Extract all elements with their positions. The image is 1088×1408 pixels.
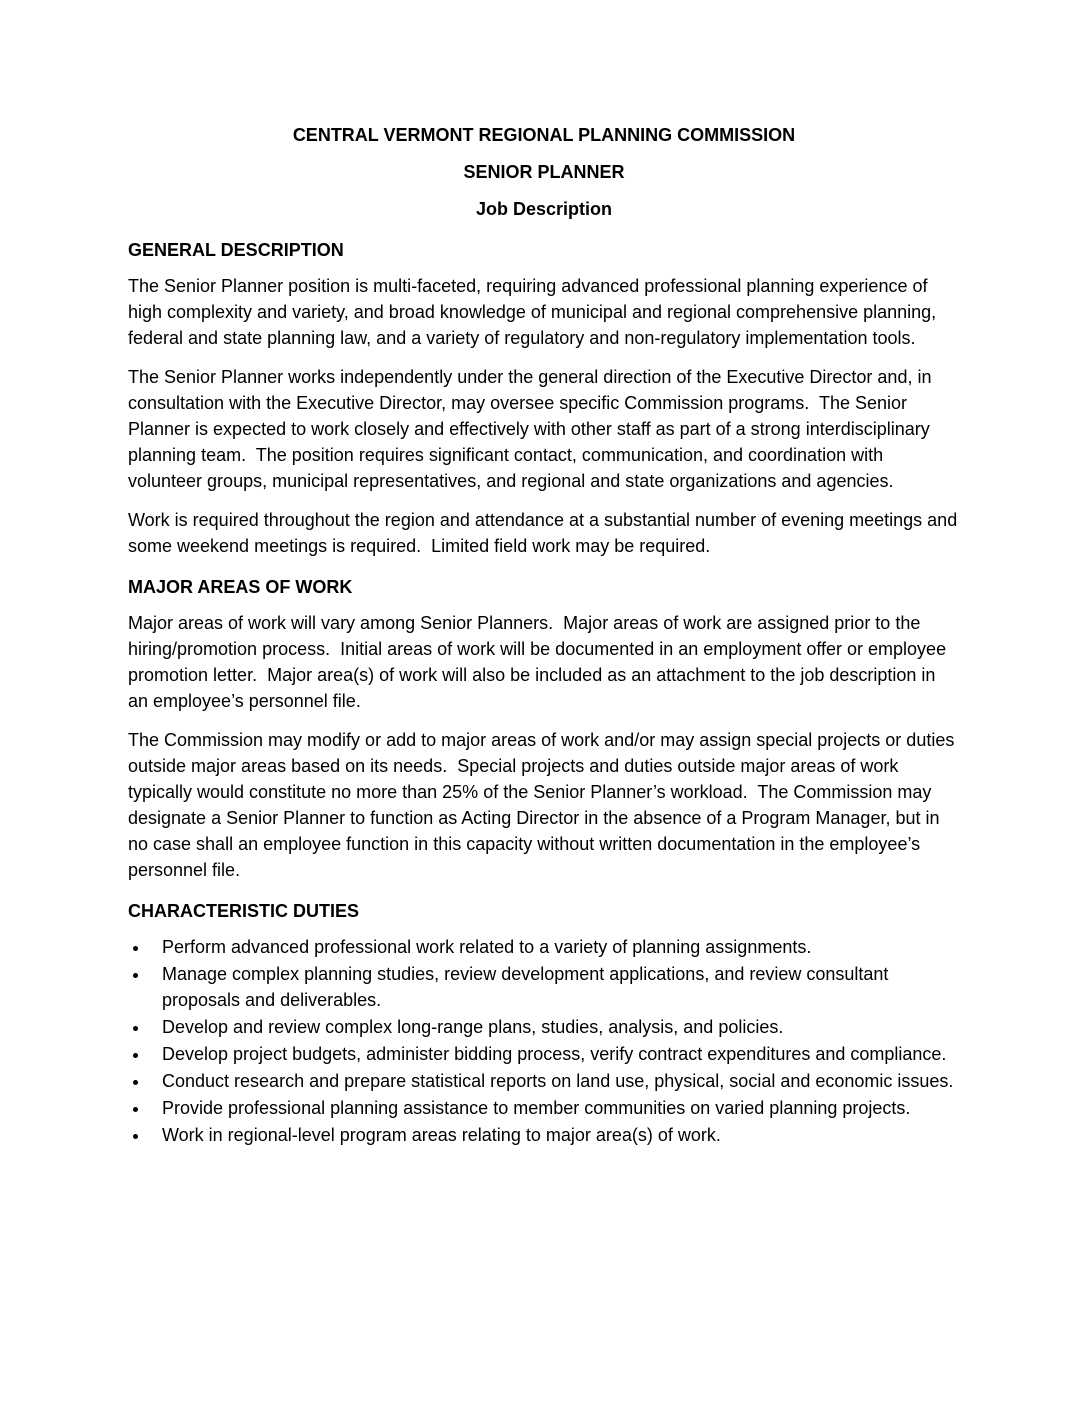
paragraph: The Senior Planner position is multi-faceted, requiring advanced professional planning experience of high complexity and variety, and broad knowledge of municipal and regional comprehensive planning, federal and state planning law, and a variety of regulatory and non-regulatory implementation tools.	[128, 276, 942, 348]
paragraph: The Commission may modify or add to major areas of work and/or may assign special projects or duties outside major areas based on its needs. Special projects and duties outside major areas of work typically would constitute no more than 25% of the Senior Planner’s workload. The Commission may designate a Senior Planner to function as Acting Director in the absence of a Program Manager, but in no case shall an employee function in this capacity without written documentation in the employee’s personnel file.	[128, 730, 960, 880]
list-item: • Develop and review complex long-range plans, studies, analysis, and policies.	[150, 1014, 960, 1040]
list-item: • Conduct research and prepare statistical reports on land use, physical, social and economic issues.	[150, 1068, 960, 1094]
paragraph: The Senior Planner works independently under the general direction of the Executive Director and, in consultation with the Executive Director, may oversee specific Commission programs. The Senior Planner is expected to work closely and effectively with other staff as part of a strong interdisciplinary planning team. The position requires significant contact, communication, and coordination with volunteer groups, municipal representatives, and regional and state organizations and agencies.	[128, 367, 937, 491]
section-heading-general-description: GENERAL DESCRIPTION	[128, 240, 344, 260]
list-item: • Work in regional-level program areas relating to major area(s) of work.	[150, 1122, 960, 1148]
organization-title: CENTRAL VERMONT REGIONAL PLANNING COMMISSION	[292, 125, 796, 145]
position-title: SENIOR PLANNER	[463, 162, 625, 182]
list-item: • Develop project budgets, administer bidding process, verify contract expenditures and compliance.	[150, 1041, 960, 1067]
list-item: • Provide professional planning assistance to member communities on varied planning projects.	[150, 1095, 960, 1121]
document-type-title: Job Description	[475, 199, 613, 219]
section-characteristic-duties	[128, 898, 960, 1148]
section-major-areas-of-work	[128, 574, 960, 883]
list-item: • Perform advanced professional work related to a variety of planning assignments.	[150, 934, 960, 960]
section-heading-major-areas-of-work: MAJOR AREAS OF WORK	[128, 577, 353, 597]
section-general-description	[128, 237, 963, 559]
duties-list	[128, 934, 960, 1148]
paragraph: Major areas of work will vary among Senior Planners. Major areas of work are assigned prior to the hiring/promotion process. Initial areas of work will be documented in an employment offer or employee promotion letter. Major area(s) of work will also be included as an attachment to the job description in an employee’s personnel file.	[128, 613, 952, 711]
section-heading-characteristic-duties: CHARACTERISTIC DUTIES	[128, 901, 360, 921]
document-header	[128, 122, 960, 222]
list-item: • Manage complex planning studies, review development applications, and review consultant proposals and deliverables.	[150, 961, 960, 1013]
paragraph: Work is required throughout the region and attendance at a substantial number of evening meetings and some weekend meetings is required. Limited field work may be required.	[128, 510, 963, 556]
